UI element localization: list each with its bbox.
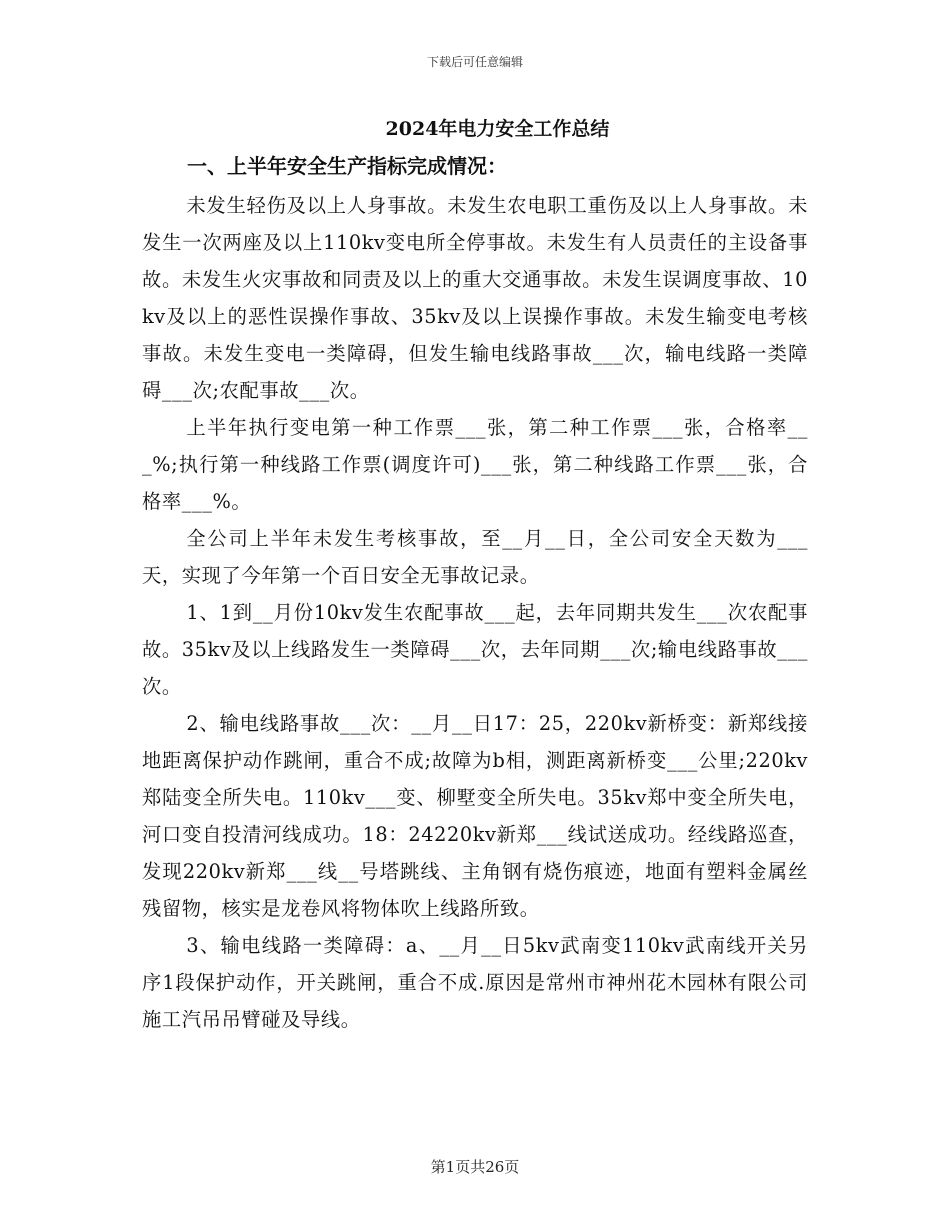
paragraph-safety-days: 全公司上半年未发生考核事故，至__月__日，全公司安全天数为___天，实现了今年第一个百日安全无事故记录。 <box>142 527 808 587</box>
paragraph-work-tickets: 上半年执行变电第一种工作票___张，第二种工作票___张，合格率___%;执行第一种线路工作票(调度许可)___张，第二种线路工作票___张，合格率___%。 <box>142 416 808 513</box>
body-text <box>142 187 808 1038</box>
header-note: 下载后可任意编辑 <box>426 55 523 69</box>
paragraph-item-2: 2、输电线路事故___次：__月__日17：25，220kv新桥变：新郑线接地距离保护动作跳闸，重合不成;故障为b相，测距离新桥变___公里;220kv郑陆变全所失电。110kv___变、柳墅变全所失电。35kv郑中变全所失电，河口变自投清河线成功。18：24220kv新郑___线试送成功。经线路巡查，发现220kv新郑___线__号塔跳线、主角钢有烧伤痕迹，地面有塑料金属丝残留物，核实是龙卷风将物体吹上线路所致。 <box>142 712 808 920</box>
section-heading: 一、上半年安全生产指标完成情况： <box>187 154 507 178</box>
document-title: 2024年电力安全工作总结 <box>385 118 610 140</box>
paragraph-no-accidents: 未发生轻伤及以上人身事故。未发生农电职工重伤及以上人身事故。未发生一次两座及以上110kv变电所全停事故。未发生有人员责任的主设备事故。未发生火灾事故和同责及以上的重大交通事故。未发生误调度事故、10kv及以上的恶性误操作事故、35kv及以上误操作事故。未发生输变电考核事故。未发生变电一类障碍，但发生输电线路事故___次，输电线路一类障碍___次;农配事故___次。 <box>142 194 808 402</box>
paragraph-item-1: 1、1到__月份10kv发生农配事故___起，去年同期共发生___次农配事故。35kv及以上线路发生一类障碍___次，去年同期___次;输电线路事故___次。 <box>142 601 808 698</box>
paragraph-item-3: 3、输电线路一类障碍：a、__月__日5kv武南变110kv武南线开关另序1段保护动作，开关跳闸，重合不成.原因是常州市神州花木园林有限公司施工汽吊吊臂碰及导线。 <box>142 934 808 1031</box>
page-footer: 第1页共26页 <box>430 1158 520 1176</box>
